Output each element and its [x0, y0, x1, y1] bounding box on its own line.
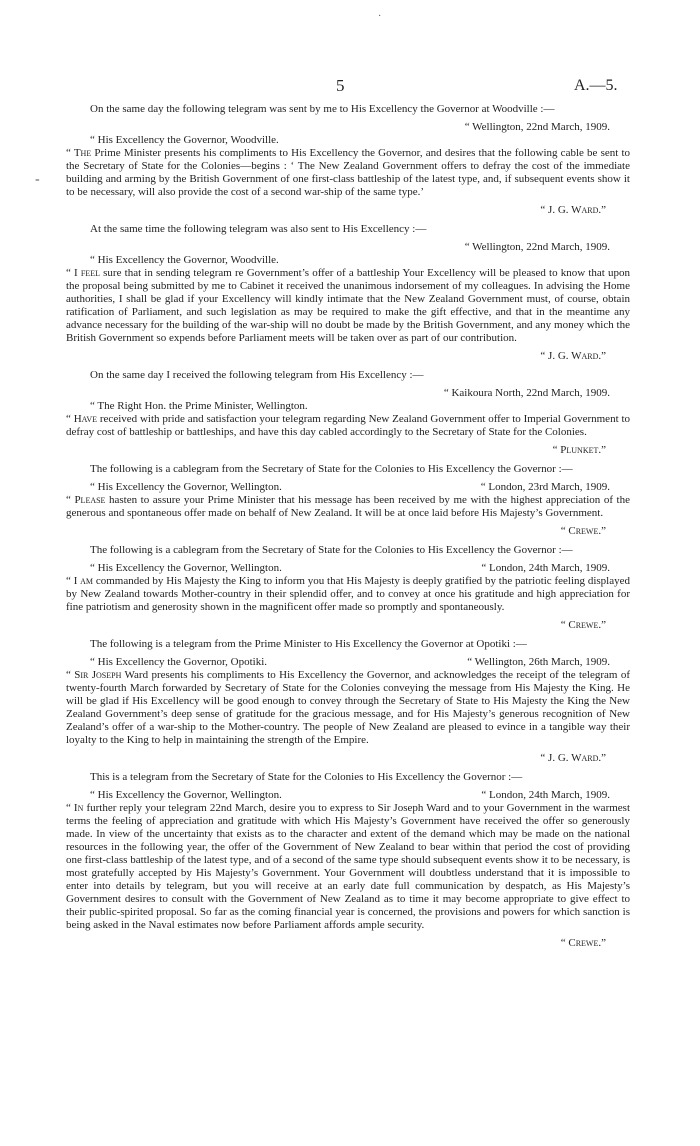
paragraph-intro: At the same time the following telegram was also sent to His Excellency :— [90, 223, 427, 235]
telegram-dateline: “ Wellington, 22nd March, 1909. [464, 121, 610, 133]
telegram-lead: “ Have [66, 413, 98, 425]
top-mark: · [378, 11, 382, 22]
telegram-signature: “ J. G. Ward.” [540, 204, 606, 216]
telegram-signature: “ Crewe.” [560, 619, 606, 631]
telegram-address: “ The Right Hon. the Prime Minister, Wellington. [90, 400, 308, 412]
telegram-lead: “ In [66, 802, 84, 814]
telegram-body [66, 494, 630, 520]
telegram-dateline: “ London, 23rd March, 1909. [480, 481, 610, 493]
telegram-dateline: “ Kaikoura North, 22nd March, 1909. [443, 387, 610, 399]
telegram-text: commanded by His Majesty the King to inform you that His Majesty is deeply gratified by the patriotic feeling displayed by New Zealand towards Mother-country in their splendid offer, and to convey at once his gratitude and high appreciation for fine patriotism and generosity shown in the magnificent offer made so promptly and spontaneously. [66, 575, 630, 613]
telegram-body [66, 669, 630, 747]
telegram-lead: “ The [66, 147, 92, 159]
paragraph-intro: On the same day the following telegram was sent by me to His Excellency the Governor at Woodville :— [90, 103, 555, 115]
telegram-dateline: “ London, 24th March, 1909. [481, 789, 610, 801]
telegram-address: “ His Excellency the Governor, Wellington. [90, 481, 282, 493]
telegram-address: “ His Excellency the Governor, Opotiki. [90, 656, 268, 668]
document-body [66, 103, 630, 956]
telegram-text: Prime Minister presents his compliments to His Excellency the Governor, and desires that the following cable be sent to the Secretary of State for the Colonies—begins : ‘ The New Zealand Government offers to defray the cost of the immediate building and arming by the British Government of one first-class battleship of the latest type, and, if subsequent events show it to be necessary, will also provide the cost of a second war-ship of the same type.’ [66, 147, 631, 198]
telegram-body [66, 575, 630, 614]
page-number: 5 [336, 76, 345, 95]
telegram-header-row [66, 789, 630, 802]
telegram-signature: “ Crewe.” [560, 525, 606, 537]
paragraph-intro: The following is a telegram from the Prime Minister to His Excellency the Governor at Opotiki :— [90, 638, 527, 650]
document-reference: A.—5. [574, 77, 618, 94]
telegram-header-row [66, 481, 630, 494]
telegram-text: sure that in sending telegram re Government’s offer of a battleship Your Excellency will be pleased to know that upon the proposal being submitted by me to Cabinet it received the unanimous indorsement of my colleagues. In advising the Home authorities, I shall be glad if your Excellency will kindly intimate that the New Zealand Government must, of course, obtain ratification of Parliament, and such legislation as may be required to make the gift effective, and that in the meantime any advance necessary for the building of the war-ship will no doubt be made by the British Government, and any money which the British Government so expends before Parliament meets will be taken over as part of our contribution. [66, 267, 631, 344]
telegram-body [66, 802, 630, 932]
telegram-address: “ His Excellency the Governor, Woodville. [90, 134, 279, 146]
paragraph-intro: This is a telegram from the Secretary of State for the Colonies to His Excellency the Governor :— [90, 771, 523, 783]
telegram-text: hasten to assure your Prime Minister that his message has been received by me with the highest appreciation of the generous and spontaneous offer made on behalf of New Zealand. It will be at once laid before His Majesty’s Government. [66, 494, 630, 519]
telegram-address: “ His Excellency the Governor, Wellington. [90, 789, 282, 801]
telegram-address: “ His Excellency the Governor, Wellington. [90, 562, 282, 574]
telegram-signature: “ Crewe.” [560, 937, 606, 949]
telegram-lead: “ I feel [66, 267, 100, 279]
telegram-dateline: “ Wellington, 26th March, 1909. [467, 656, 610, 668]
telegram-text: received with pride and satisfaction your telegram regarding New Zealand Government offer to Imperial Government to defray cost of battleship or battleships, and have this day cabled accordingly to the Secretary of State for the Colonies. [66, 413, 630, 438]
margin-mark: - [35, 172, 40, 187]
telegram-text: Ward presents his compliments to His Excellency the Governor, and acknowledges the receipt of the telegram of twenty-fourth March forwarded by Secretary of State for the Colonies conveying the message from His Majesty the King. He will be glad if His Excellency will be good enough to convey through the Secretary of State to His Majesty the King the New Zealand Government’s deep sense of gratitude for the gracious message, and for His Majesty’s generous recognition of New Zealand’s offer of a war-ship to the Mother-country. The people of New Zealand are pleased to evince in a tangible way their loyalty to the King to help in maintaining the strength of the Empire. [66, 669, 630, 746]
telegram-signature: “ J. G. Ward.” [540, 752, 606, 764]
telegram-dateline: “ London, 24th March, 1909. [481, 562, 610, 574]
telegram-header-row [66, 656, 630, 669]
telegram-text: further reply your telegram 22nd March, desire you to express to Sir Joseph Ward and to your Government in the warmest terms the feeling of appreciation and gratitude with which His Majesty’s Government have received the offer so generously made. In view of the uncertainty that exists as to the character and extent of the demand which may be made on the national resources in the following year, the offer of the Government of New Zealand to bear within that period the cost of providing one first-class battleship of the latest type, and of a second of the same type should subsequent events show it to be necessary, is most gratefully accepted by His Majesty’s Government. Your Government will doubtless understand that it is impossible to enter into details by telegram, but you will receive at an early date full communication by despatch, as His Majesty’s Government desires to consult with the Government of New Zealand as to time it may become appropriate to give effect to their public-spirited proposal. So far as the coming financial year is concerned, the provisions and powers for which sanction is being asked in the Naval estimates now before Parliament affords ample security. [66, 802, 631, 931]
paragraph-intro: On the same day I received the following telegram from His Excellency :— [90, 369, 424, 381]
telegram-body [66, 413, 630, 439]
telegram-header-row [66, 562, 630, 575]
telegram-address: “ His Excellency the Governor, Woodville. [90, 254, 279, 266]
telegram-signature: “ J. G. Ward.” [540, 350, 606, 362]
telegram-signature: “ Plunket.” [552, 444, 606, 456]
telegram-lead: “ Please [66, 494, 106, 506]
telegram-body [66, 267, 630, 345]
telegram-body [66, 147, 630, 199]
telegram-lead: “ Sir Joseph [66, 669, 122, 681]
telegram-lead: “ I am [66, 575, 94, 587]
paragraph-intro: The following is a cablegram from the Secretary of State for the Colonies to His Excellency the Governor :— [90, 463, 573, 475]
telegram-dateline: “ Wellington, 22nd March, 1909. [464, 241, 610, 253]
paragraph-intro: The following is a cablegram from the Secretary of State for the Colonies to His Excellency the Governor :— [90, 544, 573, 556]
